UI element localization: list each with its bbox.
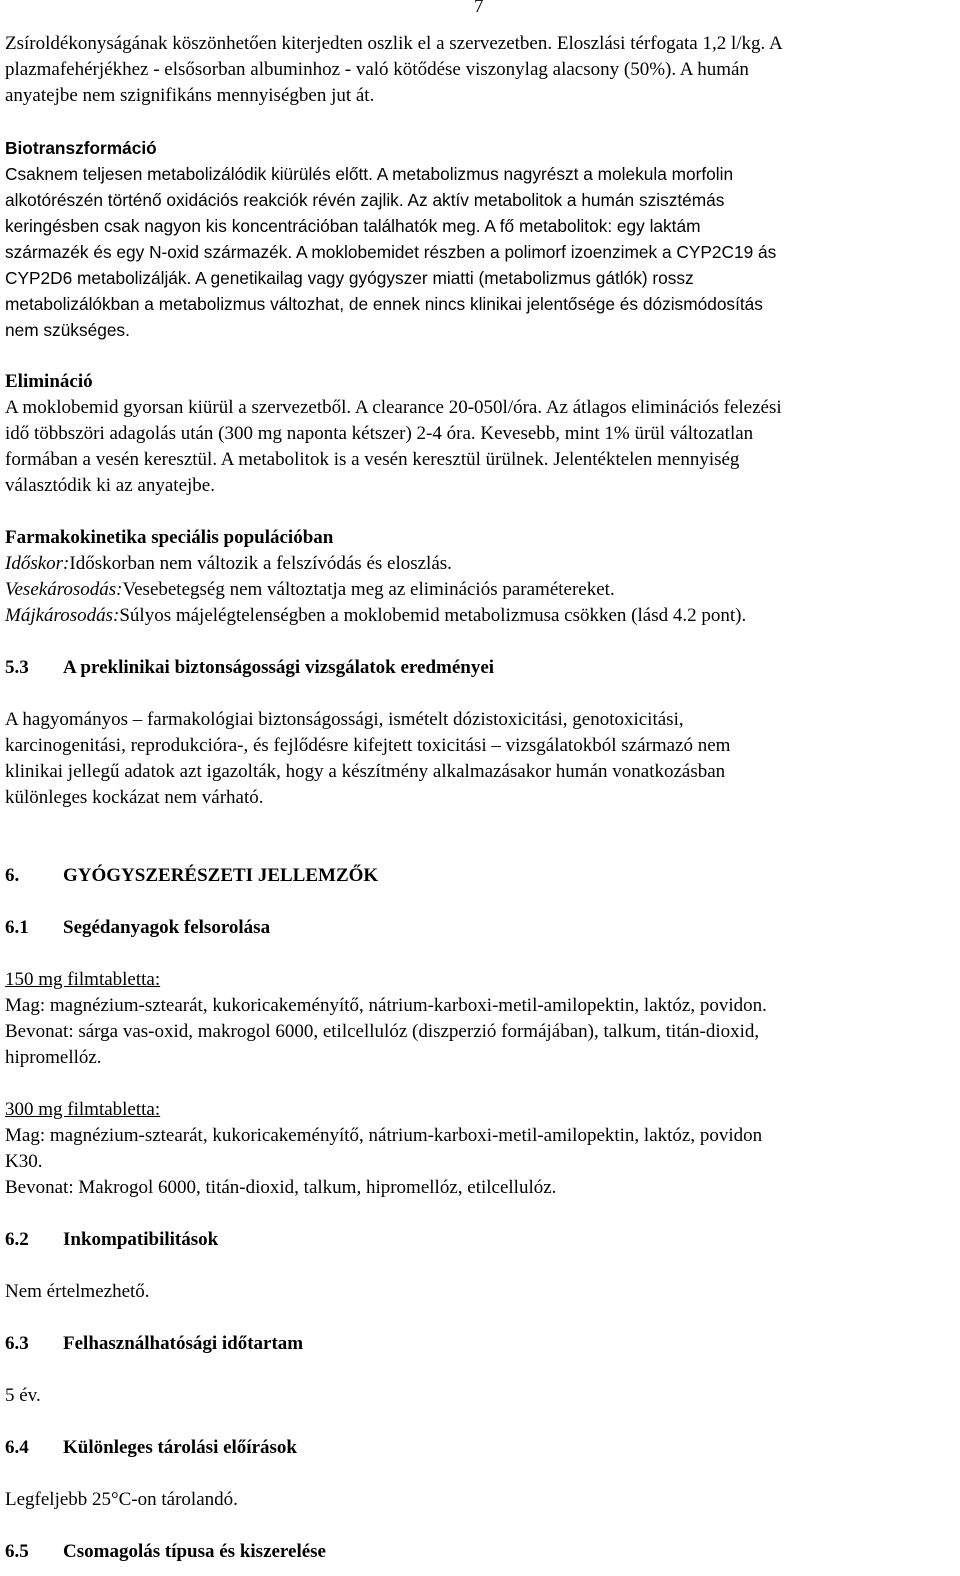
section-heading xyxy=(5,1435,955,1461)
section-heading xyxy=(5,1227,955,1253)
section-6-2 xyxy=(5,1227,955,1305)
text-line: anyatejbe nem szignifikáns mennyiségben jut át. xyxy=(5,85,375,106)
text-line: K30. xyxy=(5,1151,43,1172)
text-line: Zsíroldékonyságának köszönhetően kiterjedten oszlik el a szervezetben. Eloszlási térfogata 1,2 l/kg. A xyxy=(5,33,783,54)
section-number: 6.3 xyxy=(5,1333,29,1354)
text-line: idő többszöri adagolás után (300 mg naponta kétszer) 2-4 óra. Kevesebb, mint 1% ürül változatlan xyxy=(5,423,754,444)
hepatic-line xyxy=(5,603,955,629)
section-title: Különleges tárolási előírások xyxy=(63,1437,297,1458)
section-title: A preklinikai biztonságossági vizsgálatok eredményei xyxy=(63,657,495,678)
hepatic-label: Májkárosodás: xyxy=(5,605,120,626)
section-5-3 xyxy=(5,655,955,811)
section-heading xyxy=(5,655,955,681)
section-6-4 xyxy=(5,1435,955,1513)
special-populations-section xyxy=(5,525,955,629)
text-line: hipromellóz. xyxy=(5,1047,102,1068)
section-number: 6.2 xyxy=(5,1229,29,1250)
section-title: Csomagolás típusa és kiszerelése xyxy=(63,1541,326,1562)
text-line: különleges kockázat nem várható. xyxy=(5,787,264,808)
section-number: 6.4 xyxy=(5,1437,29,1458)
biotransformation-heading: Biotranszformáció xyxy=(5,138,157,158)
text-line: származék és egy N-oxid származék. A moklobemidet részben a polimorf izoenzimek a CYP2C19 ás xyxy=(5,242,777,262)
tablet-150-label: 150 mg filmtabletta: xyxy=(5,969,161,990)
elderly-line xyxy=(5,551,955,577)
text-line: A moklobemid gyorsan kiürül a szervezetből. A clearance 20-050l/óra. Az átlagos eliminációs felezési xyxy=(5,397,782,418)
renal-line xyxy=(5,577,955,603)
text-line: 5 év. xyxy=(5,1385,41,1406)
section-6-3 xyxy=(5,1331,955,1409)
section-title: GYÓGYSZERÉSZETI JELLEMZŐK xyxy=(63,865,379,886)
text-line: Csaknem teljesen metabolizálódik kiürülés előtt. A metabolizmus nagyrészt a molekula morfolin xyxy=(5,164,734,184)
section-heading xyxy=(5,863,955,889)
section-heading xyxy=(5,1539,955,1565)
section-6-1 xyxy=(5,915,955,1201)
text-line: nem szükséges. xyxy=(5,320,130,340)
renal-label: Vesekárosodás: xyxy=(5,579,123,600)
hepatic-text: Súlyos májelégtelenségben a moklobemid metabolizmusa csökken (lásd 4.2 pont). xyxy=(119,605,747,626)
elimination-heading: Elimináció xyxy=(5,371,93,392)
text-line: választódik ki az anyatejbe. xyxy=(5,475,215,496)
text-line: metabolizálókban a metabolizmus változhat, de ennek nincs klinikai jelentősége és dózismódosítás xyxy=(5,294,763,314)
section-number: 6.1 xyxy=(5,917,29,938)
text-line: formában a vesén keresztül. A metabolitok is a vesén keresztül ürülnek. Jelentéktelen mennyiség xyxy=(5,449,740,470)
section-title: Segédanyagok felsorolása xyxy=(63,917,271,938)
text-line: plazmafehérjékhez - elsősorban albuminhoz - való kötődése viszonylag alacsony (50%). A humán xyxy=(5,59,749,80)
biotransformation-section xyxy=(5,135,955,343)
text-line: Nem értelmezhető. xyxy=(5,1281,150,1302)
tablet-300-label: 300 mg filmtabletta: xyxy=(5,1099,161,1120)
section-6-5 xyxy=(5,1539,955,1565)
section-heading xyxy=(5,915,955,941)
elderly-text: Időskorban nem változik a felszívódás és eloszlás. xyxy=(69,553,452,574)
document-body xyxy=(5,31,955,1565)
section-number: 6.5 xyxy=(5,1541,29,1562)
elderly-label: Időskor: xyxy=(5,553,70,574)
page-number: 7 xyxy=(474,0,484,17)
text-line: Mag: magnézium-sztearát, kukoricakeményítő, nátrium-karboxi-metil-amilopektin, laktóz, povidon. xyxy=(5,995,767,1016)
text-line: karcinogenitási, reprodukcióra-, és fejlődésre kifejtett toxicitási – vizsgálatokból származó nem xyxy=(5,735,731,756)
text-line: klinikai jellegű adatok azt igazolták, hogy a készítmény alkalmazásakor humán vonatkozásban xyxy=(5,761,726,782)
section-number: 5.3 xyxy=(5,657,29,678)
section-number: 6. xyxy=(5,865,20,886)
text-line: alkotórészén történő oxidációs reakciók révén zajlik. Az aktív metabolitok a humán szisztémás xyxy=(5,190,725,210)
text-line: Legfeljebb 25°C-on tárolandó. xyxy=(5,1489,238,1510)
special-populations-heading: Farmakokinetika speciális populációban xyxy=(5,527,334,548)
text-line: A hagyományos – farmakológiai biztonságossági, ismételt dózistoxicitási, genotoxicitási, xyxy=(5,709,684,730)
text-line: Bevonat: Makrogol 6000, titán-dioxid, talkum, hipromellóz, etilcellulóz. xyxy=(5,1177,557,1198)
elimination-section xyxy=(5,369,955,499)
renal-text: Vesebetegség nem változtatja meg az eliminációs paramétereket. xyxy=(122,579,615,600)
text-line: CYP2D6 metabolizálják. A genetikailag vagy gyógyszer miatti (metabolizmus gátlók) rossz xyxy=(5,268,694,288)
distribution-paragraph xyxy=(5,31,955,109)
section-title: Inkompatibilitások xyxy=(63,1229,219,1250)
text-line: keringésben csak nagyon kis koncentrációban találhatók meg. A fő metabolitok: egy laktám xyxy=(5,216,701,236)
section-title: Felhasználhatósági időtartam xyxy=(63,1333,304,1354)
text-line: Mag: magnézium-sztearát, kukoricakeményítő, nátrium-karboxi-metil-amilopektin, laktóz, povidon xyxy=(5,1125,763,1146)
section-6 xyxy=(5,863,955,889)
text-line: Bevonat: sárga vas-oxid, makrogol 6000, etilcellulóz (diszperzió formájában), talkum, titán-dioxid, xyxy=(5,1021,760,1042)
section-heading xyxy=(5,1331,955,1357)
